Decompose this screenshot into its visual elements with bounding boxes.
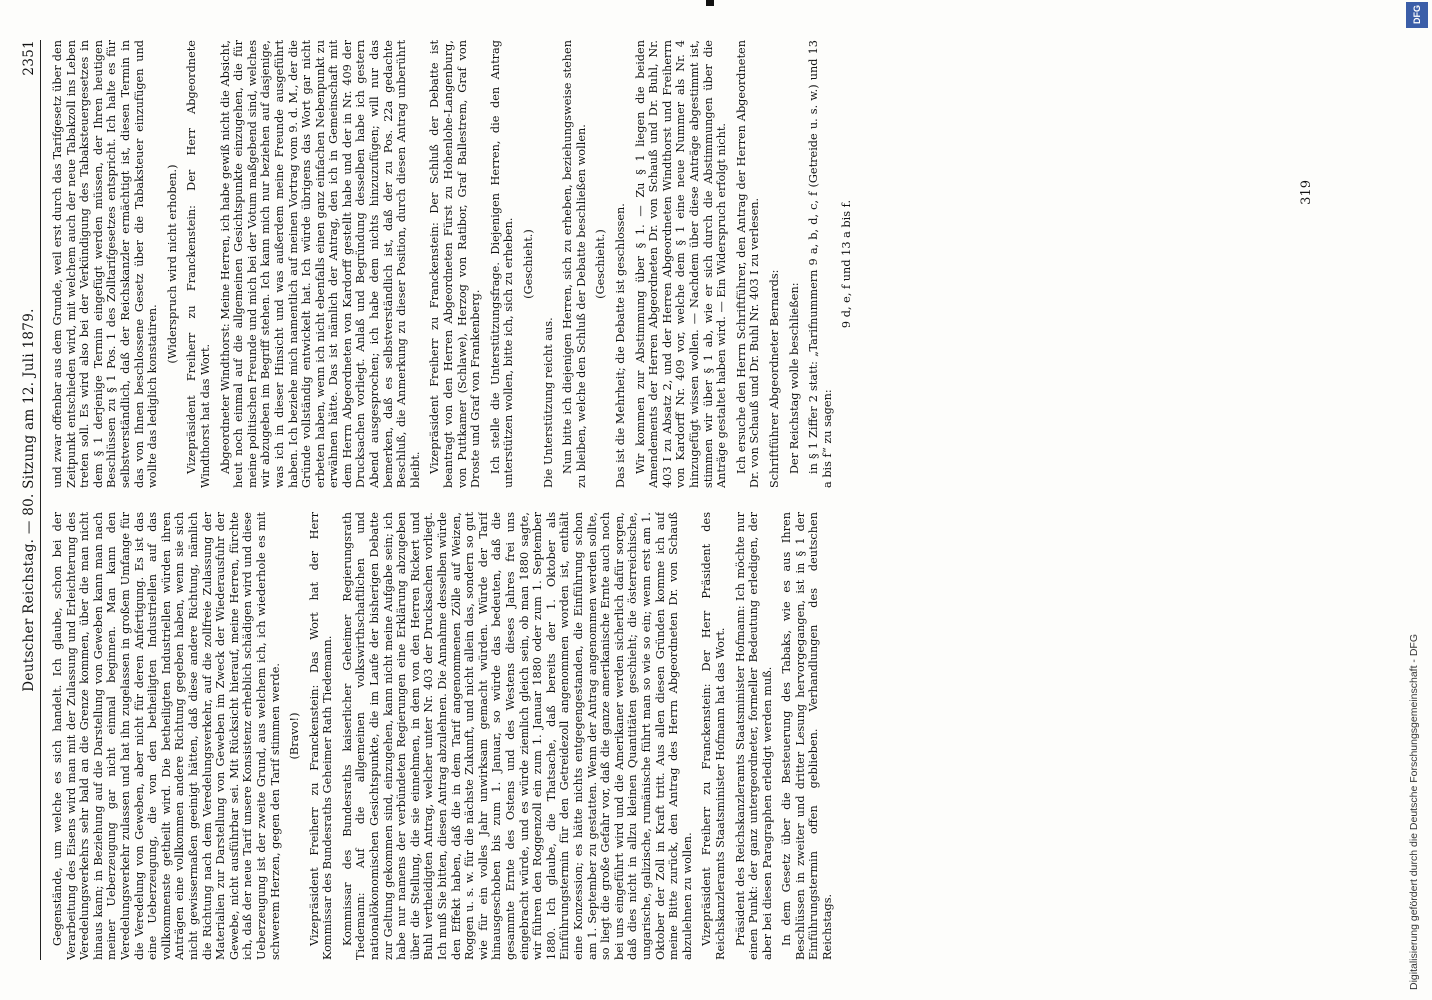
page-number: 2351 xyxy=(21,40,37,76)
paragraph: Der Reichstag wolle beschließen: xyxy=(787,282,801,474)
paragraph: In dem Gesetz über die Besteuerung des Tabaks, wie es aus Ihren Beschlüssen in zweiter und dritter Lesung hervorgegangen, ist in § 1 der Einführungstermin offen geblieben. Verhandlungen des deutschen Reichstags. xyxy=(780,512,835,960)
paragraph: Vizepräsident Freiherr zu Franckenstein: Der Herr Abgeordnete Windthorst hat das Wort. xyxy=(185,40,212,488)
right-column xyxy=(51,40,1351,488)
paragraph: und zwar offenbar aus dem Grunde, weil erst durch das Tarifgesetz über den Zeitpunkt entschieden wird, mit welchem auch der neue Tabakzoll ins Leben treten soll. Es wird also bei der Verkündigung des Tabaksteuergesetzes in dem § 1 derjenige Termin eingefügt werden müssen, der Ihren heutigen Beschlüssen zu § 1 Pos. 1 des Zolltarifgesetzes entspricht. Ich halte es für selbstverständlich, daß der Reichskanzler ermächtigt ist, diesen Termin in das von Ihnen beschlossene Gesetz über die Tabaksteuer einzufügen und wollte das lediglich konstatiren. xyxy=(51,40,160,488)
running-title: Deutscher Reichstag. — 80. Sitzung am 12. Juli 1879. xyxy=(21,308,37,692)
paragraph: Ich ersuche den Herrn Schriftführer, den Antrag der Herren Abgeordneten Dr. von Schauß und Dr. Buhl Nr. 403 I zu verlesen. xyxy=(734,40,762,488)
paragraph: Gegenstände, um welche es sich handelt. Ich glaube, schon bei der Verarbeitung des Eisens wird man mit der Zulassung und Erleichterung des Veredelungsverkehrs sehr bald an die Grenze kommen, über die man nicht hinaus kann; in Beziehung auf die Darstellung von Geweben kann man nach meiner Ueberzeugung gar nicht einmal beginnen. Man kann den Veredelungsverkehr zulassen und hat ihn zugelassen in großem Umfange für die Veredelung von Geweben, aber nicht für deren Anfertigung. Es ist das eine Ueberzeugung, die von den betheiligten Industriellen auf das vollkommenste getheilt wird. Die betheiligten Industriellen würden ihren Anträgen eine vollkommen andere Richtung gegeben haben, wenn sie sich nicht gewissermaßen geeinigt hätten, daß diese andere Richtung, nämlich die Richtung nach dem Veredelungsverkehr, auf die zollfreie Zulassung der Materialien zur Darstellung von Geweben im Zweck der Wiederausfuhr der Gewebe, nicht ausführbar sei. Mit Rücksicht hierauf, meine Herren, fürchte ich, daß der neue Tarif unsere Konsistenz erheblich schädigen wird und diese Ueberzeugung ist der zweite Grund, aus welchem ich, ich wiederhole es mit schwerem Herzen, gegen den Tarif stimmen werde. xyxy=(51,512,282,960)
paragraph: 9 d, e, f und 13 a bis f. xyxy=(840,199,854,329)
digitization-note: Digitalisierung gefördert durch die Deutsche Forschungsgemeinschaft - DFG xyxy=(1408,633,1420,990)
text-columns xyxy=(51,40,1351,960)
paragraph: Vizepräsident Freiherr zu Franckenstein: Der Herr Präsident des Reichskanzleramts Staatsminister Hofmann hat das Wort. xyxy=(700,512,727,960)
dfg-logo: DFG xyxy=(1406,2,1428,28)
paragraph: Vizepräsident Freiherr zu Franckenstein: Das Wort hat der Herr Kommissar des Bundesraths Geheimer Rath Tiedemann. xyxy=(307,512,335,960)
paragraph: Präsident des Reichskanzleramts Staatsminister Hofmann: Ich möchte nur einen Punkt: der ganz untergeordneter, formeller Bedeutung erledigen, der aber bei diesen Paragraphen erledigt werden muß. xyxy=(733,512,774,960)
left-column xyxy=(51,512,1351,960)
paragraph: Kommissar des Bundesraths kaiserlicher Geheimer Regierungsrath Tiedemann: Auf die allgemeinen volkswirthschaftlichen und nationalökonomischen Gesichtspunkte, die im Laufe der bisherigen Debatte zur Geltung gekommen sind, einzugehen, kann nicht meine Aufgabe sein; ich habe nur namens der verbündeten Regierungen eine Erklärung abzugeben über die Stellung, die sie einnehmen, in dem von den Herren Rickert und Buhl vertheidigten Antrag, welcher unter Nr. 403 der Drucksachen vorliegt. Ich muß Sie bitten, diesen Antrag abzulehnen. Die Annahme desselben würde den Effekt haben, daß die in dem Tarif angenommenen Zölle auf Weizen, Roggen u. s. w. für die nächste Zukunft, und nicht allein das, sondern so gut wie für ein volles Jahr unwirksam gemacht würden. Würde der Tarif hinausgeschoben bis zum 1. Januar, so würde das bedeuten, daß die gesammte Ernte des Ostens und des Westens dieses Jahres frei uns eingebracht würde, und es würde ziemlich gleich sein, ob man 1880 sagte, wir führen den Roggenzoll ein zum 1. Januar 1880 oder zum 1. September 1880. Ich glaube, die Thatsache, daß bereits der 1. Oktober als Einführungstermin für den Getreidezoll angenommen worden ist, enthält eine Konzession; es hätte nichts entgegengestanden, die Einführung schon am 1. September zu gestatten. Wenn der Antrag angenommen werden sollte, so liegt die große Gefahr vor, daß die ganze amerikanische Ernte auch noch bei uns eingeführt wird und die Amerikaner werden sicherlich dafür sorgen, daß dies nicht in allzu kleinen Quantitäten geschieht; die österreichische, ungarische, galizische, rumänische führt man so wie so ein; wenn erst am 1. Oktober der Zoll in Kraft tritt. Aus allen diesen Gründen komme ich auf meine Bitte zurück, den Antrag des Herrn Abgeordneten Dr. von Schauß abzulehnen zu wollen. xyxy=(340,512,694,960)
interjection: (Bravo!) xyxy=(288,712,302,760)
paragraph: Nun bitte ich diejenigen Herren, sich zu erheben, beziehungsweise stehen zu bleiben, welche den Schluß der Debatte beschließen wollen. xyxy=(561,40,588,488)
paragraph: Schriftführer Abgeordneter Bernards: xyxy=(767,269,781,488)
interjection: (Widerspruch wird nicht erhoben.) xyxy=(165,164,179,364)
interjection: (Geschieht.) xyxy=(594,229,608,299)
paragraph: Das ist die Mehrheit; die Debatte ist geschlossen. xyxy=(613,203,627,488)
paragraph: Ich stelle die Unterstützungsfrage. Diejenigen Herren, die den Antrag unterstützen wollen, bitte ich, sich zu erheben. xyxy=(488,40,516,488)
paragraph: Die Unterstützung reicht aus. xyxy=(541,317,555,488)
paragraph: Wir kommen zur Abstimmung über § 1. — Zu § 1 liegen die beiden Amendements der Herren Abgeordneten Dr. von Schauß und Dr. Buhl, Nr. 403 I zu Absatz 2, und der Herren Abgeordneten Windthorst und Freiherrn von Kardorff Nr. 409 vor, welche dem § 1 eine neue Nummer als Nr. 4 hinzugefügt wissen wollen. — Nachdem über diese Anträge abgestimmt ist, stimmen wir über § 1 ab, wie er sich durch die Abstimmungen über die Anträge gestaltet haben wird. — Ein Widerspruch erfolgt nicht. xyxy=(633,40,729,488)
paragraph: Vizepräsident Freiherr zu Franckenstein: Der Schluß der Debatte ist beantragt von den Herren Abgeordneten Fürst zu Hohenlohe-Langenburg, von Puttkamer (Schlawe), Herzog von Ratibor, Graf Ballestrem, Graf von Droste und Graf von Frankenberg. xyxy=(428,40,483,488)
page-header xyxy=(18,40,41,960)
interjection: (Geschieht.) xyxy=(522,229,535,299)
signature-number: 319 xyxy=(1299,180,1314,205)
paragraph: in § 1 Ziffer 2 statt: „Tarifnummern 9 a, b, d, c, f (Getreide u. s. w.) und 13 a bis f“ zu sagen: xyxy=(807,40,834,488)
paragraph: Abgeordneter Windthorst: Meine Herren, ich habe gewiß nicht die Absicht, heut noch einmal auf die allgemeinen Gesichtspunkte einzugehen, die für meine politischen Freunde und mich bei der Votum maßgebend sind, welches wir abzugeben im Begriff stehen. Ich kann mich nur beziehen auf dasjenige, was ich in dieser Hinsicht und was außerdem meine Freunde ausgeführt haben. Ich beziehe mich namentlich auf meinen Vortrag vom 9. d. M., der die Gründe vollständig entwickelt hat. Ich würde übrigens das Wort gar nicht erbeten haben, wenn ich nicht ebenfalls einen ganz einfachen Nebenpunkt zu erwähnen hätte. Das ist nämlich der Antrag, den ich in Gemeinschaft mit dem Herrn Abgeordneten von Kardorff gestellt habe und der in Nr. 409 der Drucksachen vorliegt. Anlaß und Begründung desselben habe ich gestern Abend ausgesprochen; ich habe dem nichts hinzuzufügen; will nur das bemerken, daß es selbstverständlich ist, daß der zu Pos. 22a gedachte Beschluß, die Anmerkung zu dieser Position, durch diesen Antrag unberührt bleibt. xyxy=(218,40,422,488)
